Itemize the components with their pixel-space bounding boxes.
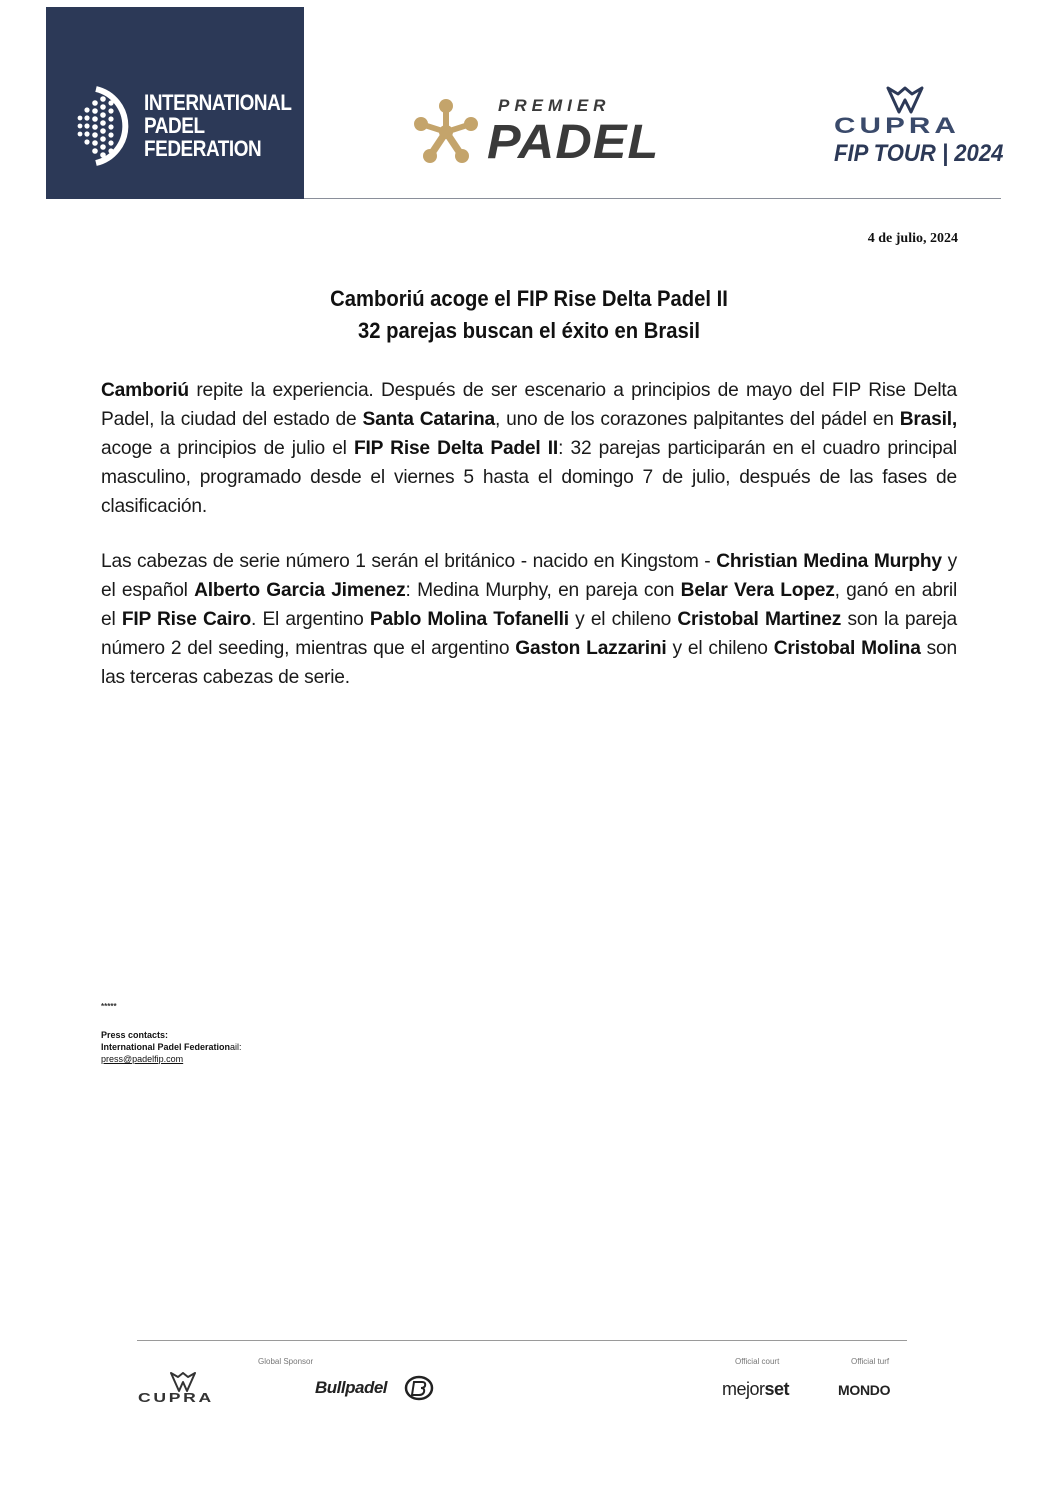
paragraph2-segment: son la pareja número 2 del seeding, mientras que el argentino (101, 609, 957, 659)
paragraph2-segment: Belar Vera Lopez (680, 580, 835, 601)
paragraph2-segment: y el chileno (568, 609, 678, 630)
ipf-wordmark (144, 91, 292, 160)
official-court-label: Official court (735, 1357, 780, 1366)
paragraph2-segment: Cristobal Martinez (677, 609, 842, 630)
paragraph2-segment: y el chileno (666, 638, 774, 659)
official-turf-label: Official turf (851, 1357, 890, 1366)
padel-racket-icon (74, 85, 132, 167)
press-contacts-label: Press contacts: (101, 1030, 169, 1040)
mejorset-part-a: mejor (722, 1379, 765, 1399)
footer-cupra-word: CUPRA (138, 1390, 214, 1405)
paragraph1-segment: , uno de los corazones palpitantes del pádel en (494, 409, 900, 430)
paragraph2-segment: FIP Rise Cairo (121, 609, 252, 630)
paragraph1-segment: Brasil, (899, 409, 957, 430)
release-date: 4 de julio, 2024 (867, 231, 958, 246)
global-sponsor-label: Global Sponsor (258, 1357, 314, 1366)
paragraph2-segment: . El argentino (251, 609, 370, 630)
footer-mejorset-logo (722, 1379, 789, 1400)
body-paragraph-2 (101, 547, 957, 692)
paragraph2-segment: Gaston Lazzarini (515, 638, 667, 659)
ipf-line-1: INTERNATIONAL (144, 90, 292, 115)
footer-mondo-logo: MONDO (838, 1382, 891, 1398)
premier-padel-star-icon (412, 98, 480, 166)
padel-word: PADEL (487, 116, 660, 169)
paragraph2-segment: Christian Medina Murphy (716, 551, 942, 572)
footer-bullpadel-logo: Bullpadel (315, 1378, 388, 1397)
premier-word: PREMIER (498, 96, 611, 115)
paragraph2-segment: son las terceras cabezas de serie. (101, 638, 957, 688)
press-org-name: International Padel Federation (101, 1042, 231, 1052)
footer-divider (137, 1340, 907, 1341)
cupra-logo-icon (886, 86, 924, 114)
paragraph1-segment: FIP Rise Delta Padel II (354, 438, 559, 459)
paragraph2-segment: Cristobal Molina (773, 638, 921, 659)
paragraph1-segment: Camboriú (101, 380, 189, 401)
headline-line-1: Camboriú acoge el FIP Rise Delta Padel II (330, 286, 728, 311)
ipf-line-3: FEDERATION (144, 136, 262, 161)
paragraph2-segment: , ganó en abril el (101, 580, 958, 630)
cupra-word: CUPRA (834, 113, 960, 138)
body-paragraph-1 (101, 376, 957, 521)
ipf-logo-block (46, 7, 304, 199)
separator-stars: ***** (101, 1002, 117, 1011)
fip-tour-2024: FIP TOUR | 2024 (834, 140, 1004, 167)
bullpadel-emblem-icon (404, 1375, 434, 1401)
ipf-line-2: PADEL (144, 113, 205, 138)
press-org-tail: ail: (230, 1042, 242, 1052)
headline-line-2: 32 parejas buscan el éxito en Brasil (357, 318, 700, 343)
paragraph2-segment: Alberto Garcia Jimenez (194, 580, 406, 601)
header-divider (304, 198, 1001, 199)
mejorset-part-b: set (764, 1379, 790, 1399)
paragraph1-segment: acoge a principios de julio el (101, 438, 354, 459)
footer-cupra-logo-icon (170, 1372, 196, 1392)
paragraph2-segment: y el español (101, 551, 957, 601)
paragraph1-segment: repite la experiencia. Después de ser escenario a principios de mayo del FIP Rise Delta Padel, la ciudad del estado de (101, 380, 957, 430)
paragraph2-segment: Las cabezas de serie número 1 serán el británico - nacido en Kingstom - (101, 551, 717, 572)
press-contacts-org (101, 1042, 242, 1052)
press-email-link[interactable]: press@padelfip.com (101, 1054, 184, 1064)
paragraph2-segment: Pablo Molina Tofanelli (369, 609, 569, 630)
paragraph1-segment: Santa Catarina (362, 409, 495, 430)
paragraph2-segment: : Medina Murphy, en pareja con (405, 580, 681, 601)
paragraph1-segment: : 32 parejas participarán en el cuadro principal masculino, programado desde el viernes 5 hasta el domingo 7 de julio, después de las fases de clasificación. (101, 438, 957, 517)
